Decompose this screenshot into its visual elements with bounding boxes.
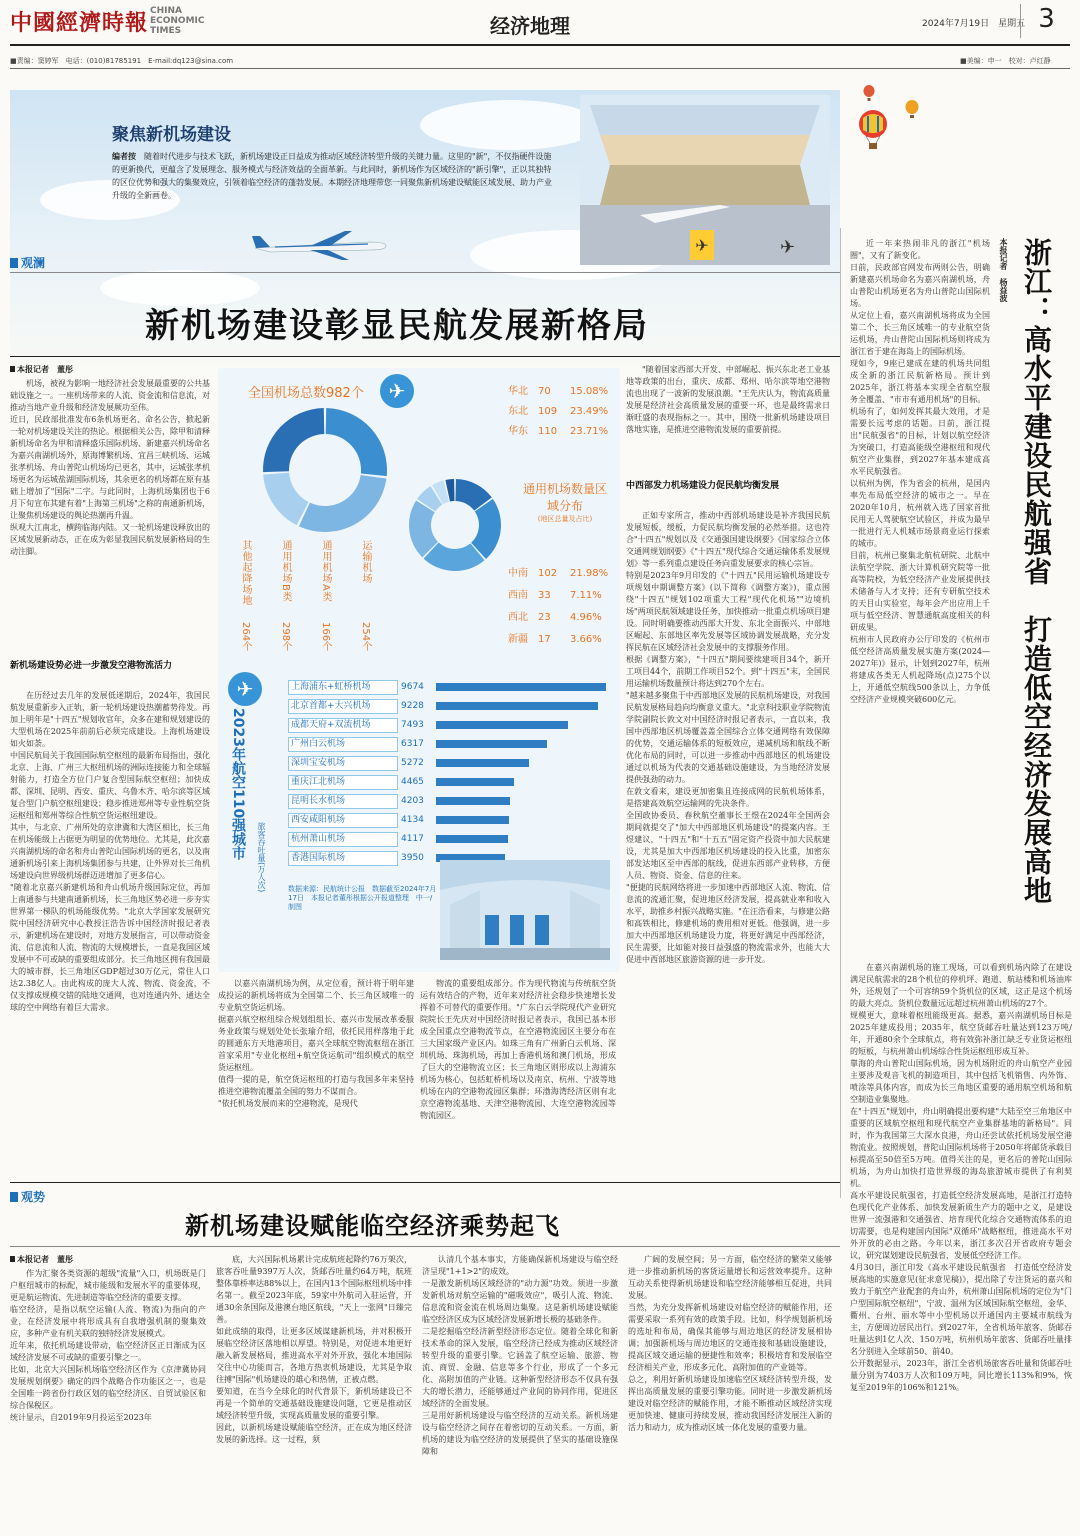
airport-value: 4117 [401,834,424,844]
ranking-chart-title: 2023年航空110强城市 [230,708,246,861]
airport-row [288,794,618,811]
svg-text:✈: ✈ [695,236,709,255]
column-kicker: 观势 [10,1188,45,1205]
article-paragraph: 近一年来热闹非凡的浙江"机场圈"，又有了新变化。 日前，民政部官网发布两则公告，明确新建嘉兴机场命名为嘉兴南湖机场，舟山普陀山机场更名为舟山普陀山国际机场。 从定位上看，嘉兴南湖机场将成为全国第二个、长三角区域唯一的专业航空货运机场，舟山普陀山国际机场则将成为浙江省于建在海岛上的国际机场。 现如今，9座已建成在建的机场共同组成全新的浙江民航新格局。预计到2025年，浙江将基本实现全省航空服务全覆盖、"市市有通用机场"的目标。 机场有了，如何发挥其最大效用，才是需要长远考虑的话题。日前，浙江提出"民航强省"的目标，计划以航空经济为突破口，打造高能级空港枢纽和现代航空产业集群，到2027年基本建成高水平民航强省。 以杭州为例，作为省会的杭州，是国内率先布局低空经济的城市之一。早在2020年10月，杭州就入选了国家首批民用无人驾驶航空试验区，并成为最早一批进行无人机城市场景商业运行探索的城市。 目前，杭州已聚集北航杭研院、北航中法航空学院、浙大计算机研究院等一批高等院校，为低空经济产业发展提供技术储备与人才支持；还有专研航空技术的天目山实验室，每年会产出应用上千项与低空经济、智慧通航高度相关的科研成果。 杭州市人民政府办公厅印发的《杭州市低空经济高质量发展实施方案(2024—2027年)》显示，计划到2027年，杭州将建成各类无人机起降场(点)275个以上，开通低空航线500条以上，力争低空经济产业规模突破600亿元。 [850,239,990,704]
category-label: 运输机场 [360,540,371,584]
headline-rule [10,356,840,357]
editor-note-label: 编者按 [112,151,136,161]
newspaper-logo: 中國經濟時報 [10,10,149,36]
svg-text:✈: ✈ [780,237,796,258]
airport-row [288,775,618,792]
airport-row [288,718,618,735]
airport-value: 4465 [401,777,424,787]
article-paragraph: 物流的重要组成部分。作为现代物流与传统航空货运有效结合的产物，近年来对经济社会稳步快速增长发挥着不可替代的重要作用。"广东白云学院现代产业研究院院长王先庆对中国经济时报记者表示，我国已基本形成全国重点空港物流节点，在空港物流园区主要分布在三大国家级产业区内。如珠三角有广州新白云机场、深圳机场、珠海机场，再加上香港机场和澳门机场，形成了巨大的空港物流立区；长三角地区则形成以上海浦东机场为核心，包括虹桥机场以及南京、杭州、宁波等地机场在内的空港物流园区集群；环渤海湾经济区则有北京空港物流基地、天津空港物流园、大连空港物流园等物流园区。 [420,979,616,1120]
article-paragraph: 以嘉兴南湖机场为例，从定位看，预计将于明年建成投运的新机场将成为全国第二个、长三角区域唯一的专业航空货运机场。 据嘉兴航空枢纽综合规划组组长、嘉兴市发展改革委服务业政策与规划处处长张瑜介绍，依托民用样落地于此的圆通东方天地港项目，嘉兴全球航空物流枢纽在浙江首家采用"专业化枢纽+航空货运航司"组织模式的航空货运枢纽。 值得一提的是，航空货运枢纽的打造与我国多年来坚持推进空港物流覆盖全国的努力不谋而合。 "依托机场发展而来的空港物流，是现代 [218,979,414,1108]
region-row: 华北 70 15.08% [508,386,609,397]
distribution-chart-title: 通用机场数量区域分布 [522,482,607,513]
airport-bar [436,759,529,767]
region-row: 西北 23 4.96% [508,612,602,623]
airport-bar [436,835,508,843]
column-divider [840,228,841,1198]
article-byline: 本报记者 董彤 [10,1254,73,1265]
category-value: 166个 [320,622,331,652]
cloud-decoration [420,100,600,150]
airport-bar [436,740,547,748]
article-paragraph: 底，大兴国际机场累计完成航班起降约76万架次，旅客吞吐量9397万人次，货邮吞吐量约64万吨，航班整体靠桥率达88%以上，在国内13个国际枢纽机场中排名第一。截至2023年底，59家中外航司入驻运营，开通30余条国际及港澳台地区航线，"天上一张网"日臻完善。 如此成绩的取得，让更多区域谋建新机场，并对积极开展临空经济区落地相以厚望。特别是，对促进本地更好融入新发展格局，推进高水平对外开放，强化本地国际交往中心功能而言，各地方热衷机场建设，尤其是争取往搏"国际"机场建设的雄心和热情，正被点燃。 要知道，在当今全球化的时代背景下，新机场建设已不再是一个简单的交通基础设施建设问题，它更是推动区域经济转型升级，实现高质量发展的重要引擎。 因此，以新机场建设赋能临空经济，正在成为地区经济发展的新选择。这一过程，须 [216,1255,412,1444]
airport-row [288,756,618,773]
airport-ranking-bars [288,680,618,875]
airport-name: 上海浦东+虹桥机场 [288,680,398,695]
feature-title: 聚焦新机场建设 [112,125,231,145]
airplane-icon: ✈ [228,672,262,706]
category-value: 264个 [240,622,251,652]
category-value: 254个 [360,622,371,652]
category-value: 298个 [280,622,291,652]
airport-value: 7493 [401,720,424,730]
airport-name: 北京首都+大兴机场 [288,699,398,714]
terminal-interior-illustration [440,860,610,960]
headline-rule [10,1246,840,1247]
article-byline: 本报记者 董彤 [10,364,73,375]
airport-name: 昆明长水机场 [288,794,398,809]
hot-air-balloon-large [858,110,888,150]
category-labels [238,540,388,660]
airport-terminal-illustration [580,95,830,265]
airport-value: 9228 [401,701,424,711]
hot-air-balloon-small [863,85,875,101]
sidebar-byline: 本报记者 杨益波 [999,238,1008,302]
column-kicker: 观澜 [10,254,45,271]
total-airports-label: 全国机场总数982个 [248,386,364,401]
airport-bar [436,797,510,805]
category-label: 其他起降场地 [240,540,251,606]
article-paragraph: 作为汇聚各类资源的超级"流量"入口，机场既是门户枢纽城市的标配，城市能级和发展水平的重要体现，更是航运物流、先进制造等临空经济的重要支撑。 临空经济，是指以航空运输(人流、物流)为指向的产业，在经济发展中将形成具有自我增强机制的聚集效应，多种产业有机关联的独特经济发展模式。 近年来，依托机场建设带动，临空经济区正日渐成为区域经济发展不可或缺的重要引擎之一。 比如，北京大兴国际机场临空经济区作为《京津冀协同发展规划纲要》确定的四个战略合作功能区之一，也是全国唯一跨省份行政区划的临空经济区、自贸试验区和综合保税区。 统计显示，自2019年9月投运至2023年 [10,1269,206,1422]
airport-value: 4203 [401,796,424,806]
article-headline: 新机场建设赋能临空经济乘势起飞 [185,1211,560,1240]
airport-bar [436,683,606,691]
airport-row [288,813,618,830]
region-row: 华东 110 23.71% [508,426,609,437]
airport-name: 深圳宝安机场 [288,756,398,771]
airport-bar [436,721,568,729]
masthead-subrule [10,68,1070,69]
airport-bar [436,816,509,824]
editor-note [112,150,552,202]
region-row: 新疆 17 3.66% [508,634,602,645]
region-row: 西南 33 7.11% [508,590,602,601]
airport-row [288,832,618,849]
masthead-rule [10,44,1070,46]
airplane-icon: ✈ [380,374,414,408]
hot-air-balloon-small [905,100,919,118]
airport-row [288,680,618,697]
airport-name: 香港国际机场 [288,851,398,866]
airport-value: 5272 [401,758,424,768]
airport-name: 成都天府+双流机场 [288,718,398,733]
article-subheading: 中西部发力机场建设力促民航均衡发展 [626,481,780,491]
airport-name: 杭州萧山机场 [288,832,398,847]
designer-credit: ■美编：申一 校对：卢红静 [960,57,1051,65]
issue-date: 2024年7月19日 星期五 [922,19,1026,29]
airport-bar [436,702,598,710]
region-row: 东北 109 23.49% [508,406,609,417]
region-list-top [508,382,618,442]
category-label: 通用机场B类 [280,540,291,603]
section-divider [10,272,840,273]
airport-name: 西安咸阳机场 [288,813,398,828]
article-paragraph: 在历经过去几年的发展低迷期后，2024年，我国民航发展重新步入正轨，新一轮机场建设热潮蓄势待发。再加上明年是"十四五"规划收官年，众多在建和规划建设的大型机场在2025年前前后必须完成建设。上海机场建设如火如荼。 中国民航局关于我国国际航空枢纽的最新布局指出，强化北京、上海、广州三大枢纽机场的洲际连接能力和全球辐射能力，打造全方位门户复合型国际航空枢纽；加快成都、深圳、昆明、西安、重庆、乌鲁木齐、哈尔滨等区域复合型门户航空枢纽建设；稳步推进郑州等专业性航空货运枢纽和郑州等综合性航空货运枢纽建设。 其中，与北京、广州所处的京津冀和大湾区相比，长三角在机场能级上占据更为明显的优势地位。尤其是，此次嘉兴南湖机场的命名和舟山普陀山国际机场的更名，以及南通新机场引来上海机场集团参与共建，让外界对长三角机场建设向世界级机场群迈进增加了更多信心。 "随着北京嘉兴新建机场和舟山机场升级国际定位，再加上南通参与共建南通新机场，长三角地区势必进一步夯实世界第一梯队的机场能级优势。"北京大学国家发展研究院中国经济研究中心教授汪浩告诉中国经济时报记者表示，新建机场在建设时，对地方发展指言，可以带动资金流、信息流和人流、物流的大规模增长，一直是我国区域发展中不可或缺的重要组成部分。长三角地区拥有我国最大的城市群，长三角地区GDP超过30万亿元，常住人口达2.38亿人。由此构成的庞大人流、物流、资金流，不仅支撑成规模交错的陆地交通网，也对连通内外、通达全球的空中网络有着巨大需求。 [10,691,210,1012]
airport-value: 4134 [401,815,424,825]
airport-name: 重庆江北机场 [288,775,398,790]
category-label: 通用机场A类 [320,540,331,603]
article-paragraph: 认清几个基本事实，方能确保新机场建设与临空经济呈现"1+1>2"的成效。 一是激发新机场区域经济的"动力源"功效。须进一步激发新机场对航空运输的"磁吸效应"，吸引人流、物流、信息流和资金流在机场周边集聚。这是新机场建设赋能临空经济区成为区域经济发展新增长极的基础条件。 二是挖掘临空经济新型经济形态定位。随着全球化和新技术革命的深入发展，临空经济已经成为推动区域经济转型升级的重要引擎。它涵盖了航空运输、旅游、物流、商贸、金融、信息等多个行业，形成了一个多元化、高附加值的产业链。这种新型经济形态不仅具有强大的增长潜力，还能够通过产业间的协同作用，促进区域经济的全面发展。 三是用好新机场建设与临空经济的互动关系。新机场建设与临空经济之间存在着密切的互动关系。一方面，新机场的建设为临空经济的发展提供了坚实的基础设施保障和 [422,1255,618,1456]
article-paragraph: 机场，被视为影响一地经济社会发展最重要的公共基础设施之一。一座机场带来的人流、资金流和信息流，对推动当地产业升级和经济发展厥功至伟。 近日，民政部批准发布6条机场更名、命名公告，掀起新一轮对机场建设关注的热论。根据相关公告，除甲和清释新机场命名为甲和清释盛乐国际机场、新建嘉兴机场命名为嘉兴南湖机场外，原海博繁机场、宜昌三峡机场、运城张孝机场、舟山普陀山机场均已更名，其中，运城张孝机场更名为运城盐湖国际机场，其余更名的机场都在原有基础上增加了"国际"二字。与此同时，上海机场集团也于6月下旬宣布其建有着"上海第三机场"之称的南通新机场，让聚焦机场建设的舆论热潮再升温。 纵观大江南北，横跨临海内陆。又一轮机场建设释放出的区域发展新动态，正在成为彰显我国民航发展新格局的生动注脚。 [10,379,210,556]
throughput-unit-label: 旅客吞吐量(万人次) [257,822,266,893]
section-name: 经济地理 [490,14,570,38]
region-row: 中南 102 21.98% [508,568,609,579]
airport-value: 3950 [401,853,424,863]
distribution-chart-note: (地区总量及占比) [537,515,593,523]
category-donut-segment [299,475,386,532]
airplane-illustration [250,228,390,262]
article-headline: 新机场建设彰显民航发展新格局 [145,306,649,346]
page-number: 3 [1020,4,1072,38]
airport-value: 6317 [401,739,424,749]
airport-row [288,699,618,716]
section-divider [10,1182,840,1183]
airport-name: 广州白云机场 [288,737,398,752]
category-donut-segment [326,408,387,476]
category-donut-segment [263,408,324,472]
category-donut-segment [263,473,308,525]
article-paragraph: "随着国家西部大开发、中部崛起、振兴东北老工业基地等政策的出台，重庆、成都、郑州、哈尔滨等地空港物流也出现了一波新的发展浪潮。"王先庆认为，物流高质量发展是经济社会高质量发展的重要一环，也是最终需求日渐旺盛的表现指标之一。其中，围绕一批新机场建设项目落地实施，是推进空港物流发展的重要前提。 [626,365,830,434]
sidebar-headline: 浙江：高水平建设民航强省 打造低空经济发展高地 [1020,238,1053,905]
article-paragraph: 广阔的发展空间；另一方面，临空经济的繁荣又能够进一步推动新机场的客货运量增长和运营效率提升。这种互动关系使得新机场建设和临空经济能够相互促进，共同发展。 当然，为充分发挥新机场建设对临空经济的赋能作用，还需要采取一系列有效的政策手段。比如，科学规划新机场的选址和布局，确保其能够与周边地区的经济发展相协调；加强新机场与周边地区的交通连接和基础设施建设，提高区域交通运输的便捷性和效率；积极培育和发展临空经济相关产业，形成多元化、高附加值的产业链等。 总之，利用好新机场建设加速临空区域经济转型升级，发挥出高质量发展的重要引擎功能。同时进一步激发新机场建设对临空经济的赋能作用，才能不断推动区域经济实现更加快速、健康可持续发展，推动我国经济发展注入新的活力和动力，成为推动区域一体化发展的重要力量。 [628,1255,832,1432]
article-paragraph: 正如专家所言，推动中西部机场建设是补齐我国民航发展短板，缓板，力促民航均衡发展的必然举措。这也符合"十四五"规划以及《交通强国建设纲要》《国家综合立体交通网规划纲要》《"十四五"现代综合交通运输体系发展规划》等一系列重点建设任务向重发展要求的核心宗旨。 特别是2023年9月印发的《"十四五"民用运输机场建设专项规划中期调整方案》(以下简称《调整方案》)，重点围绕"十四五"规划102项重大工程"现代化机场""边境机场"两项民航领域建设任务，加快推动一批重点机场项目建设。同时明确要推动西部大开发、东北全面振兴、中部地区崛起、东部地区率先发展等区域协调发展战略，充分发挥民航在区域经济社会发展中的支撑服务作用。 根据《调整方案》，"十四五"期间要续建项目34个，新开工项目44个，前期工作项目52个。到"十四五"末，全国民用运输机场数量预计将达到270个左右。 "越来越多聚焦于中西部地区发展的民航机场建设，对我国民航发展格局趋向均衡意义重大。"北京科技职业学院物流学院副院长敦文对中国经济时报记者表示，一直以来，我国中西部地区机场覆盖盖全国综合立体交通网络有效保障的优势，交通运输体系的短板效应，递减机场和航线不断优化布局的同时，可以进一步推动中西部地区的机场建设通过以机场为代表的交通基础设施建设，为当地经济发展提供强劲的动力。 在敦文看来，建设更加密集且连接成网的民航机场体系，是搭建高效航空运输网的先决条件。 全国政协委员、春秋航空董事长王煜在2024年全国两会期间就提交了"加大中西部地区机场建设"的提案内容。王煜建议，"十四五"和"十五五"固定资产投资中加大民航建设，尤其是加大中西部地区机场建设的投入比重，加密东部发达地区至中西部的航线，促进东西部产业转移，方便人员、物资、资金、信息的往来。 "便捷的民航网络将进一步加速中西部地区人流、物流、信息流的流通汇聚，促进地区经济发展，提高就业率和收入水平，助推乡村振兴战略实施。"在汪浩看来，与修建公路和高铁相比，修建机场的费用相对更低。他强调，进一步加大中西部地区机场建设力度，将更好满足中西部经济，民生需要，比如能对接日益强盛的物流需求外，也能大大促进中西部地区旅游资源的进一步开发。 [626,511,830,964]
region-distribution-donut [395,470,515,580]
article-paragraph: 在嘉兴南湖机场的施工现场，可以看到机场内除了在建设满足民航需求的28个机位的停机坪、跑道、航站楼和机场油库外，还规划了一个可容纳59个货机位的区域，这正是这个机场的最大亮点。货机位数量远远超过杭州萧山机场的27个。 规模更大，意味着枢纽能级更高。据悉，嘉兴南湖机场目标是2025年建成投用；2035年，航空货邮吞吐量达到123万吨/年，开通80余个全球航点，将有效弥补浙江缺乏专业货运枢纽的短板，与杭州萧山机场综合性货运枢纽形成互补。 靠海的舟山普陀山国际机场，因为机场附近的舟山航空产业园主要涉及观音飞机的制造项目，其中包括飞机销售、内外饰、喷涂等具体内容，而成为长三角地区重要的通用航空机场和航空制造业集聚地。 在"十四五"规划中，舟山明确提出要构建"大陆至空三角地区中重要的区域航空枢纽和现代航空产业集群基地的新格局"。同时，作为我国第三大深水良港，舟山还尝试依托机场发展空港物流业。按照规划，普陀山国际机场将于2050年将邮货承载目标提高至50倍至5万吨。值得关注的是，更名后的普陀山国际机场，为舟山加快打造世界级的海岛旅游城市提供了有利契机。 高水平建设民航强省，打造低空经济发展高地，是浙江打造特色现代化产业体系、加快发展新质生产力的题中之义，是建设世界一流强港和交通强省、培育现代化综合交通物流体系的迫切需要，也是构建国内国际"双循环"战略枢纽，推进高水平对外开放的必由之路。今年以来，浙江多次召开省政府专题会议，研究谋划建设民航强省，发展低空经济工作。 4月30日，浙江印发《高水平建设民航强省 打造低空经济发展高地的实施意见(征求意见稿)》，提出除了专注货运的嘉兴和致力于航空产业配套的舟山外，杭州萧山国际机场的定位为"门户型国际航空枢纽"，宁波、温州为区域国际航空枢纽，金华、衢州、台州、丽水等中小型机场以开通国内主要城市航线为主，方便周边居民出行。到2027年，全省机场年旅客、货邮吞吐量达到1亿人次、150万吨，杭州机场年旅客、货邮吞吐量排名分别进入全球前50、前40。 公开数据显示，2023年，浙江全省机场旅客吞吐量和货邮吞吐量分别为7403万人次和109万吨，同比增长113%和9%，恢复至2019年的106%和121%。 [850,963,1072,1392]
airport-value: 9674 [401,682,424,692]
newspaper-english-name: CHINA ECONOMIC TIMES [150,6,205,36]
data-source-note: 数据来源：民航统计公报 数据截至2024年7月17日 本报记者董彤根据公开报道整理 中一/制图 [288,885,437,911]
editor-contact: ■责编：窦婷军 电话：(010)81785191 E-mail:dq123@sina.com [10,57,234,65]
category-donut-segments [263,408,387,532]
region-donut-segments [409,479,501,571]
article-subheading: 新机场建设势必进一步激发空港物流活力 [10,661,173,671]
editor-note-text: 随着时代进步与技术飞跃，新机场建设正日益成为推动区域经济转型升级的关键力量。这里的"新"，不仅指硬件设施的更新换代，更蕴含了发展理念、服务模式与经济效益的全面革新。与此同时，新机场作为区域经济的"新引擎"，正以其独特的区位优势和强大的集聚效应，引领着临空经济的蓬勃发展。本期经济地理带您一同聚焦新机场建设赋能区域发展、助力产业升级的全新画卷。 [112,152,552,200]
airport-row [288,737,618,754]
airport-bar [436,778,514,786]
airport-category-donut [240,400,410,540]
region-list-bottom [508,564,618,652]
